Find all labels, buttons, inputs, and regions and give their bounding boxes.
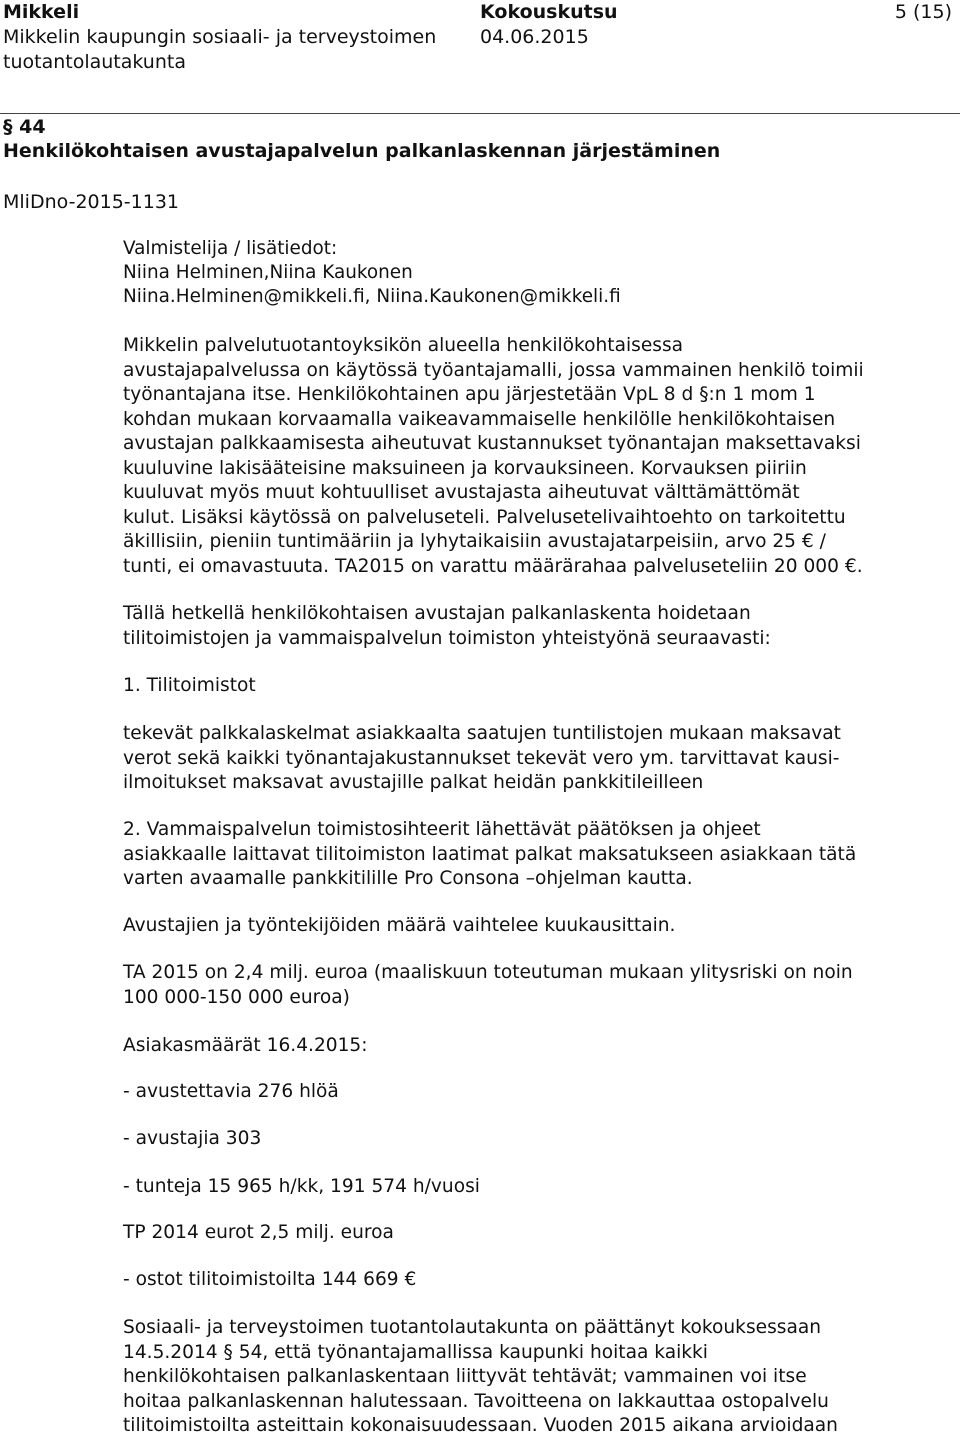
paragraph-line: ilmoitukset maksavat avustajille palkat heidän pankkitileilleen: [123, 772, 704, 793]
paragraph-line: 2. Vammaispalvelun toimistosihteerit lähettävät päätöksen ja ohjeet: [123, 819, 761, 840]
paragraph-line: kuuluvat myös muut kohtuulliset avustajasta aiheutuvat välttämättömät: [123, 482, 800, 503]
paragraph-line: kulut. Lisäksi käytössä on palveluseteli. Palvelusetelivaihtoehto on tarkoitettu: [123, 506, 846, 528]
paragraph-line: tilitoimistoilta asteittain kokonaisuudessaan. Vuoden 2015 aikana arvioidaan: [123, 1415, 838, 1436]
paragraph: [123, 1268, 953, 1293]
paragraph-line: hoitaa palkanlaskennan halutessaan. Tavoitteena on lakkauttaa ostopalvelu: [123, 1390, 829, 1412]
paragraph-line: 14.5.2014 § 54, että työnantajamallissa kaupunki hoitaa kaikki: [123, 1341, 708, 1363]
paragraph-line: Mikkelin palvelutuotantoyksikön alueella henkilökohtaisessa: [123, 335, 684, 356]
paragraph-line: avustajapalvelussa on käytössä työantajamalli, jossa vammainen henkilö toimii: [123, 359, 864, 381]
paragraph-line: tilitoimistojen ja vammaispalvelun toimiston yhteistyönä seuraavasti:: [123, 627, 771, 649]
paragraph-line: henkilökohtaisen palkanlaskentaan liittyvät tehtävät; vammainen voi itse: [123, 1366, 807, 1387]
paragraph-line: 100 000-150 000 euroa): [123, 986, 350, 1008]
unit-line-1: Mikkelin kaupungin sosiaali- ja terveystoimen: [3, 26, 437, 48]
preparer-block: [123, 237, 953, 309]
paragraph: [123, 961, 953, 1010]
unit-line-2: tuotantolautakunta: [3, 51, 186, 73]
paragraph: [123, 1221, 953, 1246]
paragraph: [123, 1080, 953, 1105]
paragraph-line: varten avaamalle pankkitilille Pro Consona –ohjelman kautta.: [123, 868, 693, 889]
paragraph-line: Avustajien ja työntekijöiden määrä vaihtelee kuukausittain.: [123, 915, 676, 936]
paragraph: [123, 914, 953, 939]
document-type: Kokouskutsu: [480, 1, 618, 23]
paragraph-line: verot sekä kaikki työnantajakustannukset tekevät vero ym. tarvittavat kausi-: [123, 747, 840, 769]
paragraph: [123, 334, 953, 579]
paragraph: [123, 1316, 953, 1439]
paragraph: [123, 1175, 953, 1200]
section-number: § 44: [3, 116, 46, 138]
section-title: Henkilökohtaisen avustajapalvelun palkanlaskennan järjestäminen: [3, 140, 721, 162]
diary-number: MliDno-2015-1131: [3, 191, 180, 213]
document-date: 04.06.2015: [480, 26, 589, 48]
paragraph: [123, 1127, 953, 1152]
paragraph-line: kuuluvine lakisääteisine maksuineen ja korvauksineen. Korvauksen piiriin: [123, 457, 807, 479]
paragraph-line: tekevät palkkalaskelmat asiakkaalta saatujen tuntilistojen mukaan maksavat: [123, 723, 841, 744]
org-name: Mikkeli: [3, 1, 80, 23]
preparer-label: Valmistelija / lisätiedot:: [123, 238, 338, 259]
preparer-names: Niina Helminen,Niina Kaukonen: [123, 262, 413, 283]
paragraph-line: äkillisiin, pieniin tuntimääriin ja lyhytaikaisiin avustajatarpeisiin, arvo 25 € /: [123, 531, 826, 552]
paragraph-line: 1. Tilitoimistot: [123, 675, 256, 696]
paragraph-line: Asiakasmäärät 16.4.2015:: [123, 1035, 368, 1056]
paragraph-line: Tällä hetkellä henkilökohtaisen avustajan palkanlaskenta hoidetaan: [123, 603, 751, 624]
paragraph-line: avustajan palkkaamisesta aiheutuvat kustannukset työnantajan maksettavaksi: [123, 433, 861, 454]
header-document: [480, 0, 618, 50]
paragraph-line: työnantajana itse. Henkilökohtainen apu järjestetään VpL 8 d §:n 1 mom 1: [123, 384, 816, 405]
paragraph-line: - avustettavia 276 hlöä: [123, 1081, 339, 1102]
header-divider: [0, 113, 960, 114]
paragraph-line: TA 2015 on 2,4 milj. euroa (maaliskuun toteutuman mukaan ylitysriski on noin: [123, 962, 853, 983]
paragraph-line: tunti, ei omavastuuta. TA2015 on varattu määrärahaa palveluseteliin 20 000 €.: [123, 555, 863, 577]
header-organization: [3, 0, 436, 75]
paragraph: [123, 1034, 953, 1059]
preparer-emails: Niina.Helminen@mikkeli.fi, Niina.Kaukonen@mikkeli.fi: [123, 286, 621, 307]
paragraph: [123, 818, 953, 892]
paragraph-line: kohdan mukaan korvaamalla vaikeavammaiselle henkilölle henkilökohtaisen: [123, 408, 836, 430]
page-number: 5 (15): [894, 1, 952, 23]
paragraph-line: - avustajia 303: [123, 1128, 262, 1149]
paragraph: [123, 722, 953, 796]
paragraph-line: asiakkaalle laittavat tilitoimiston laatimat palkat maksatukseen asiakkaan tätä: [123, 843, 857, 865]
paragraph-line: - ostot tilitoimistoilta 144 669 €: [123, 1269, 417, 1290]
paragraph: [123, 602, 953, 651]
paragraph: [123, 674, 953, 699]
paragraph-line: Sosiaali- ja terveystoimen tuotantolautakunta on päättänyt kokouksessaan: [123, 1317, 822, 1338]
paragraph-line: TP 2014 eurot 2,5 milj. euroa: [123, 1222, 394, 1243]
paragraph-line: - tunteja 15 965 h/kk, 191 574 h/vuosi: [123, 1176, 480, 1197]
